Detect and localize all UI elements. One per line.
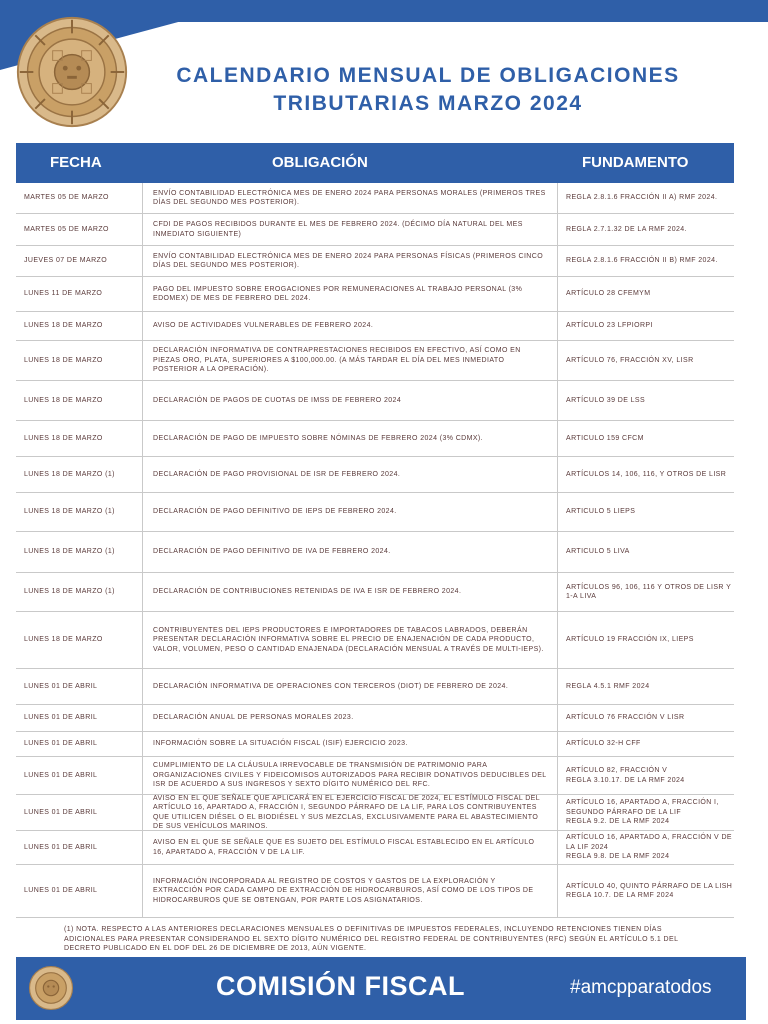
row-obligacion <box>142 493 558 531</box>
row-fundamento: REGLA 4.5.1 RMF 2024 <box>566 682 650 690</box>
table-row <box>16 341 734 381</box>
row-obligacion-text: DECLARACIÓN INFORMATIVA DE CONTRAPRESTACIONES RECIBIDOS EN EFECTIVO, ASÍ COMO EN PIEZAS ORO, PLATA, SUPERIORES A $100,000.00. (A MÁS TARDAR EL DÍA DEL MES INMEDIATO POSTERIOR A LA OPERACIÓN). <box>153 347 521 374</box>
row-obligacion <box>142 573 558 611</box>
row-fundamento: ARTICULO 5 LIVA <box>566 548 630 556</box>
row-obligacion <box>142 732 558 756</box>
table-row <box>16 457 734 493</box>
table-row <box>16 732 734 757</box>
row-fundamento: ARTÍCULO 76, FRACCIÓN XV, LISR <box>566 356 694 364</box>
table-row <box>16 831 734 865</box>
row-fecha: LUNES 01 DE ABRIL <box>24 740 98 748</box>
row-obligacion <box>142 831 558 864</box>
header-fundamento: FUNDAMENTO <box>582 154 689 171</box>
row-obligacion <box>142 669 558 704</box>
row-obligacion <box>142 246 558 276</box>
row-fecha: LUNES 01 DE ABRIL <box>24 771 98 779</box>
row-fundamento: ARTÍCULO 76 FRACCIÓN V LISR <box>566 714 685 722</box>
footer-commission-name: COMISIÓN FISCAL <box>216 971 465 1001</box>
row-fecha: LUNES 01 DE ABRIL <box>24 682 98 690</box>
row-obligacion-text: DECLARACIÓN DE PAGO DE IMPUESTO SOBRE NÓMINAS DE FEBRERO 2024 (3% CDMX). <box>153 434 483 442</box>
row-fundamento: ARTÍCULO 16, APARTADO A, FRACCIÓN V DE LA LIF 2024 REGLA 9.8. DE LA RMF 2024 <box>566 834 732 861</box>
row-obligacion <box>142 312 558 340</box>
table-row <box>16 612 734 669</box>
row-fundamento: ARTÍCULO 82, FRACCIÓN V REGLA 3.10.17. DE LA RMF 2024 <box>566 767 685 784</box>
table-row <box>16 421 734 457</box>
table-row <box>16 865 734 918</box>
row-fecha: LUNES 18 DE MARZO <box>24 322 103 330</box>
table-row <box>16 757 734 795</box>
row-obligacion-text: DECLARACIÓN DE PAGO PROVISIONAL DE ISR DE FEBRERO 2024. <box>153 470 401 478</box>
row-fecha: LUNES 18 DE MARZO (1) <box>24 508 115 516</box>
row-fecha: LUNES 18 DE MARZO (1) <box>24 548 115 556</box>
row-fundamento: REGLA 2.7.1.32 DE LA RMF 2024. <box>566 225 687 233</box>
row-fecha: LUNES 01 DE ABRIL <box>24 714 98 722</box>
row-obligacion-text: INFORMACIÓN INCORPORADA AL REGISTRO DE COSTOS Y GASTOS DE LA EXPLORACIÓN Y EXTRACCIÓN POR CADA CAMPO DE EXTRACCIÓN DE HIDROCARBUROS, ASÍ COMO DE LOS TIPOS DE HIDROCARBUROS QUE SE OBTENGAN, POR PARTE LOS ASIGNATARIOS. <box>153 877 534 904</box>
row-fundamento: ARTÍCULOS 96, 106, 116 Y OTROS DE LISR Y 1-A LIVA <box>566 583 732 600</box>
footer-bar <box>16 957 746 1020</box>
row-obligacion <box>142 421 558 456</box>
row-obligacion-text: INFORMACIÓN SOBRE LA SITUACIÓN FISCAL (ISIF) EJERCICIO 2023. <box>153 740 408 748</box>
footer-hashtag: #amcpparatodos <box>570 977 712 998</box>
row-obligacion <box>142 757 558 794</box>
row-fecha: LUNES 18 DE MARZO <box>24 396 103 404</box>
row-fundamento: ARTICULO 159 CFCM <box>566 434 644 442</box>
row-fecha: MARTES 05 DE MARZO <box>24 194 109 202</box>
row-fecha: JUEVES 07 DE MARZO <box>24 257 108 265</box>
table-row <box>16 705 734 732</box>
row-fecha: LUNES 01 DE ABRIL <box>24 887 98 895</box>
title-line-2: TRIBUTARIAS MARZO 2024 <box>273 92 583 115</box>
table-row <box>16 214 734 246</box>
row-obligacion-text: DECLARACIÓN DE PAGOS DE CUOTAS DE IMSS DE FEBRERO 2024 <box>153 396 402 404</box>
table-row <box>16 795 734 831</box>
row-obligacion-text: AVISO DE ACTIVIDADES VULNERABLES DE FEBRERO 2024. <box>153 322 374 330</box>
header-fecha: FECHA <box>50 154 102 171</box>
row-obligacion-text: CONTRIBUYENTES DEL IEPS PRODUCTORES E IMPORTADORES DE TABACOS LABRADOS, DEBERÁN PRESENTAR DECLARACIÓN INFORMATIVA SOBRE EL PRECIO DE ENAJENACIÓN DE CADA PRODUCTO, VALOR, VOLUMEN, PESO O CANTIDAD ENAJENADA (DECLARACIÓN MENSUAL A TRAVÉS DE MULTI-IEPS). <box>153 626 544 653</box>
table-row <box>16 669 734 705</box>
row-fundamento: ARTÍCULOS 14, 106, 116, Y OTROS DE LISR <box>566 470 727 478</box>
row-fecha: LUNES 18 DE MARZO <box>24 356 103 364</box>
row-obligacion <box>142 705 558 731</box>
row-obligacion-text: DECLARACIÓN ANUAL DE PERSONAS MORALES 2023. <box>153 714 354 722</box>
table-row <box>16 246 734 277</box>
table-row <box>16 312 734 341</box>
row-obligacion-text: DECLARACIÓN INFORMATIVA DE OPERACIONES CON TERCEROS (DIOT) DE FEBRERO DE 2024. <box>153 682 509 690</box>
row-fundamento: ARTÍCULO 16, APARTADO A, FRACCIÓN I, SEGUNDO PÁRRAFO DE LA LIF REGLA 9.2. DE LA RMF 2024 <box>566 799 719 826</box>
title-line-1: CALENDARIO MENSUAL DE OBLIGACIONES <box>176 64 680 87</box>
row-fundamento: ARTÍCULO 23 LFPIORPI <box>566 322 653 330</box>
row-fecha: MARTES 05 DE MARZO <box>24 225 109 233</box>
table-row <box>16 573 734 612</box>
footnote: (1) NOTA. RESPECTO A LAS ANTERIORES DECLARACIONES MENSUALES O DEFINITIVAS DE IMPUESTOS FEDERALES, INCLUYENDO RETENCIONES TIENEN DÍAS ADICIONALES PARA PRESENTAR CONSIDERANDO EL SEXTO DÍGITO NUMÉRICO DEL REGISTRO FEDERAL DE CONTRIBUYENTES (RFC) SEGÚN EL ARTÍCULO 5.1 DEL DECRETO PUBLICADO EN EL DOF DEL 26 DE DICIEMBRE DE 2013, AÚN VIGENTE. <box>64 926 679 952</box>
row-obligacion <box>142 865 558 917</box>
row-obligacion-text: ENVÍO CONTABILIDAD ELECTRÓNICA MES DE ENERO 2024 PARA PERSONAS FÍSICAS (PRIMEROS CINCO DÍAS DEL SEGUNDO MES POSTERIOR). <box>153 252 544 269</box>
table-row <box>16 532 734 573</box>
row-fundamento: REGLA 2.8.1.6 FRACCIÓN II B) RMF 2024. <box>566 257 718 265</box>
row-fundamento: ARTÍCULO 28 CFEMYM <box>566 290 651 298</box>
row-obligacion <box>142 381 558 420</box>
aztec-sun-stone-logo-icon <box>28 965 74 1011</box>
row-fundamento: ARTÍCULO 19 FRACCIÓN IX, LIEPS <box>566 636 694 644</box>
row-obligacion <box>142 214 558 245</box>
table-row <box>16 277 734 312</box>
row-fundamento: REGLA 2.8.1.6 FRACCIÓN II A) RMF 2024. <box>566 194 718 202</box>
row-obligacion-text: AVISO EN EL QUE SEÑALE QUE APLICARÁ EN EL EJERCICIO FISCAL DE 2024, EL ESTÍMULO FISCAL DEL ARTÍCULO 16, APARTADO A, FRACCIÓN I, SEGUNDO PÁRRAFO DE LA LIF, PARA LOS CONTRIBUYENTES QUE UTILICEN DIÉSEL O EL BIODIÉSEL Y SUS MEZCLAS, EXCLUSIVAMENTE PARA EL ABASTECIMIENTO DE SUS VEHÍCULOS MARINOS. <box>153 794 540 830</box>
row-fecha: LUNES 11 DE MARZO <box>24 290 103 298</box>
row-fundamento: ARTÍCULO 40, QUINTO PÁRRAFO DE LA LISH REGLA 10.7. DE LA RMF 2024 <box>566 882 733 899</box>
row-obligacion-text: CUMPLIMIENTO DE LA CLÁUSULA IRREVOCABLE DE TRANSMISIÓN DE PATRIMONIO PARA ORGANIZACIONES CIVILES Y FIDEICOMISOS AUTORIZADOS PARA RECIBIR DONATIVOS DEDUCIBLES DEL ISR DE ACUERDO A SUS INGRESOS Y SEXTO DÍGITO NUMÉRICO DEL RFC. <box>153 762 547 789</box>
header-obligacion: OBLIGACIÓN <box>272 154 368 171</box>
table-row <box>16 381 734 421</box>
row-obligacion <box>142 183 558 213</box>
row-obligacion-text: DECLARACIÓN DE CONTRIBUCIONES RETENIDAS DE IVA E ISR DE FEBRERO 2024. <box>153 588 462 596</box>
row-fundamento: ARTÍCULO 39 DE LSS <box>566 396 646 404</box>
row-obligacion <box>142 341 558 380</box>
row-obligacion <box>142 612 558 668</box>
row-fecha: LUNES 18 DE MARZO <box>24 434 103 442</box>
row-fecha: LUNES 18 DE MARZO (1) <box>24 588 115 596</box>
table-row <box>16 183 734 214</box>
row-obligacion <box>142 277 558 311</box>
row-obligacion-text: PAGO DEL IMPUESTO SOBRE EROGACIONES POR REMUNERACIONES AL TRABAJO PERSONAL (3% EDOMEX) DE MES DE FEBRERO DEL 2024. <box>153 285 523 302</box>
row-obligacion <box>142 532 558 572</box>
row-fundamento: ARTÍCULO 32-H CFF <box>566 740 641 748</box>
row-fecha: LUNES 01 DE ABRIL <box>24 808 98 816</box>
row-obligacion-text: AVISO EN EL QUE SE SEÑALE QUE ES SUJETO DEL ESTÍMULO FISCAL ESTABLECIDO EN EL ARTÍCULO 16, APARTADO A, FRACCIÓN V DE LA LIF. <box>153 839 535 856</box>
row-obligacion <box>142 457 558 492</box>
row-obligacion <box>142 795 558 830</box>
row-obligacion-text: ENVÍO CONTABILIDAD ELECTRÓNICA MES DE ENERO 2024 PARA PERSONAS MORALES (PRIMEROS TRES DÍAS DEL SEGUNDO MES POSTERIOR). <box>153 189 546 206</box>
table-header <box>16 143 734 183</box>
row-obligacion-text: CFDI DE PAGOS RECIBIDOS DURANTE EL MES DE FEBRERO 2024. (DÉCIMO DÍA NATURAL DEL MES INMEDIATO SIGUIENTE) <box>153 221 523 238</box>
row-fundamento: ARTICULO 5 LIEPS <box>566 508 636 516</box>
row-fecha: LUNES 18 DE MARZO (1) <box>24 470 115 478</box>
row-fecha: LUNES 18 DE MARZO <box>24 636 103 644</box>
row-obligacion-text: DECLARACIÓN DE PAGO DEFINITIVO DE IVA DE FEBRERO 2024. <box>153 548 391 556</box>
row-fecha: LUNES 01 DE ABRIL <box>24 843 98 851</box>
page-title <box>138 62 718 118</box>
table-row <box>16 493 734 532</box>
aztec-sun-stone-logo-icon <box>14 14 130 130</box>
row-obligacion-text: DECLARACIÓN DE PAGO DEFINITIVO DE IEPS DE FEBRERO 2024. <box>153 508 397 516</box>
obligations-table <box>16 183 734 918</box>
